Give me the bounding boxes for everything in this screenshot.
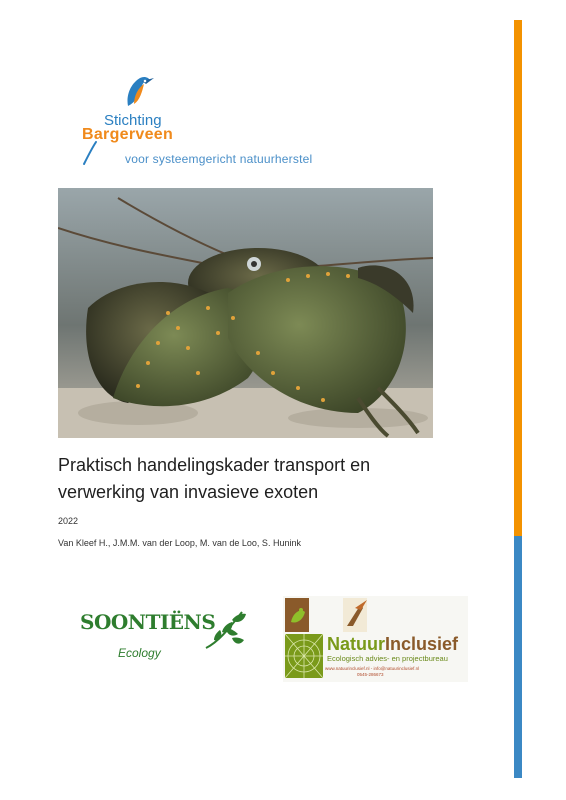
- soontiens-ecology-logo: [80, 608, 250, 668]
- document-authors: Van Kleef H., J.M.M. van der Loop, M. van de Loo, S. Hunink: [58, 538, 301, 548]
- frog-and-bird-icon: [283, 596, 373, 636]
- natuurinclusief-name-part1: Natuur: [327, 634, 385, 654]
- natuurinclusief-subtitle: Ecologisch advies- en projectbureau: [327, 654, 448, 663]
- logo-swoosh: [82, 140, 98, 166]
- logo-tagline: voor systeemgericht natuurherstel: [125, 152, 313, 166]
- soontiens-name: SOONTIËNS: [80, 610, 216, 634]
- document-year: 2022: [58, 516, 79, 526]
- document-title: Praktisch handelingskader transport en verwerking van invasieve exoten: [58, 455, 371, 502]
- logo-line-stichting: Stichting: [104, 112, 162, 129]
- orange-side-bar: [514, 20, 522, 536]
- leaf-branch-icon: [202, 608, 248, 652]
- soontiens-subtitle: Ecology: [118, 646, 161, 660]
- natuurinclusief-name-part2: Inclusief: [385, 634, 459, 654]
- cover-photo-crayfish: [58, 188, 433, 438]
- natuurinclusief-phone: 0545-286673: [357, 672, 384, 677]
- natuurinclusief-contact: www.natuurinclusief.nl - info@natuurinclusief.nl: [325, 666, 420, 671]
- stichting-bargerveen-logo: [76, 72, 336, 172]
- natuurinclusief-logo: [283, 596, 468, 682]
- natuurinclusief-name: [327, 634, 458, 655]
- logo-line-bargerveen: Bargerveen: [82, 126, 174, 143]
- kingfisher-icon: [116, 72, 156, 112]
- web-pattern: [285, 634, 325, 680]
- blue-side-bar: [514, 536, 522, 778]
